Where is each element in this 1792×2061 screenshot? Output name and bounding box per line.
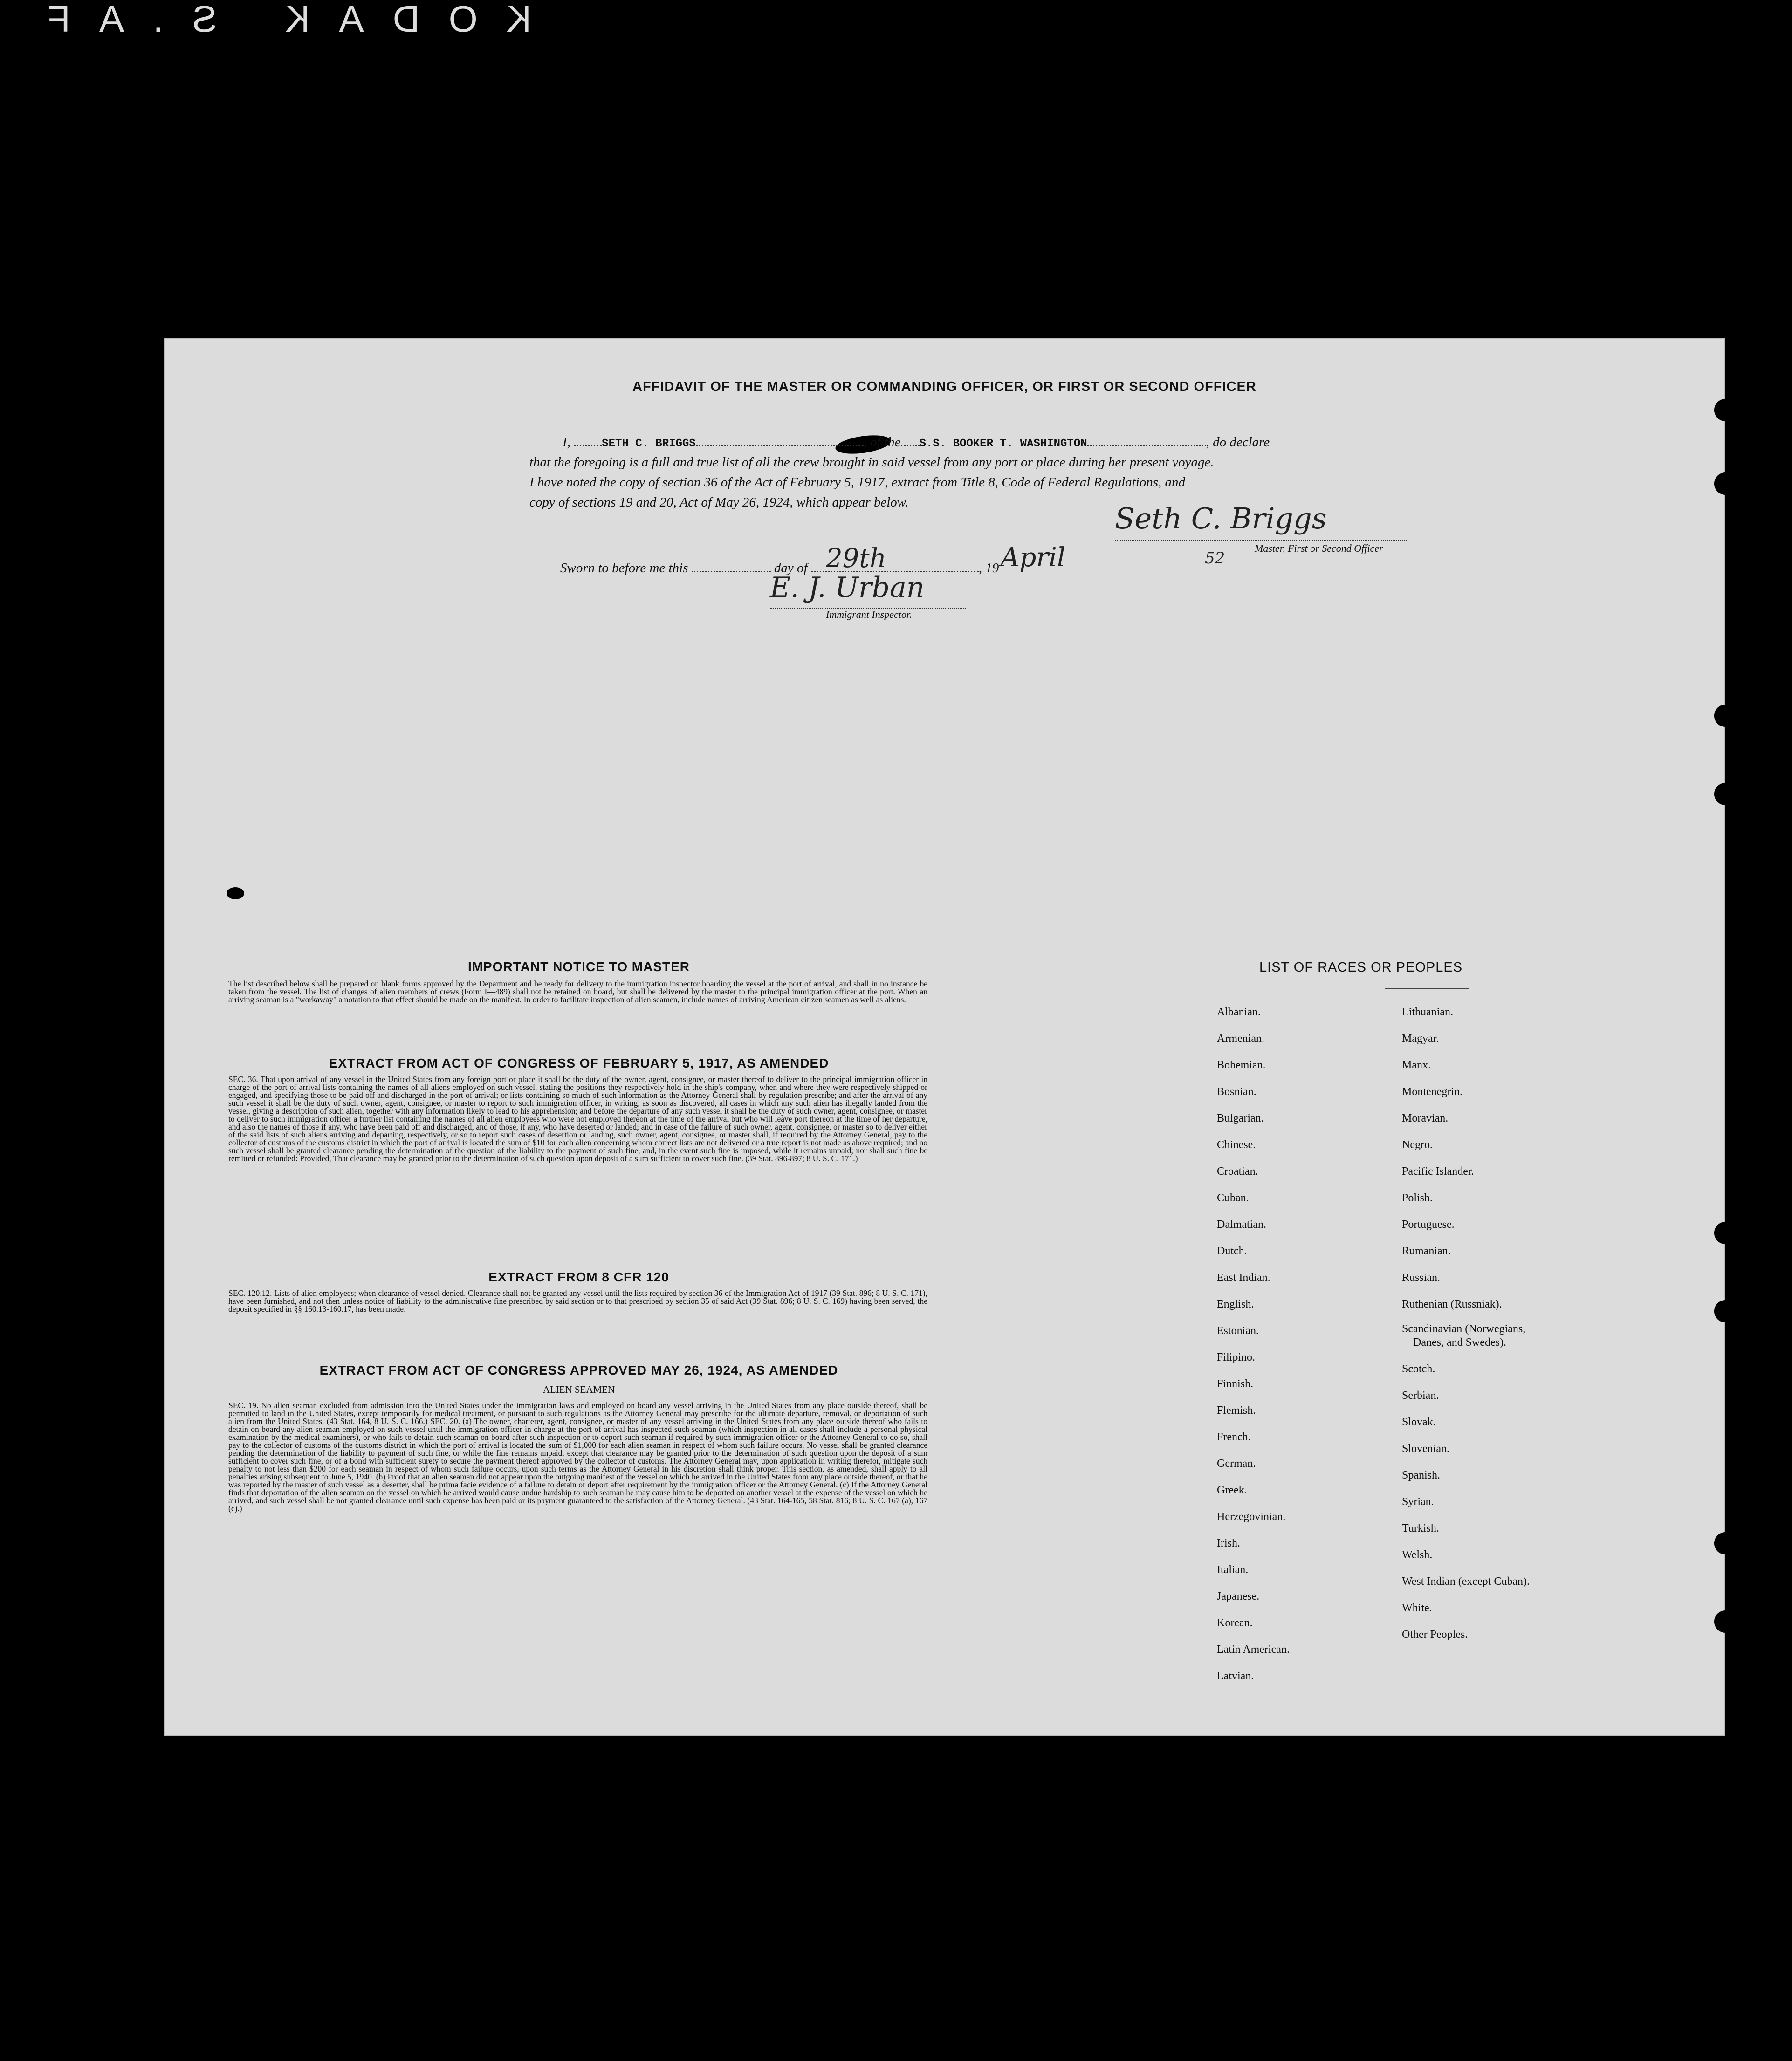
extract-1924-title: EXTRACT FROM ACT OF CONGRESS APPROVED MAY 26, 1924, AS AMENDED	[319, 1363, 838, 1377]
race-item: Turkish.	[1402, 1522, 1439, 1534]
document-sheet	[164, 338, 1725, 1736]
day-of-label: day of	[774, 561, 808, 575]
race-item: English.	[1217, 1298, 1254, 1310]
race-item: Korean.	[1217, 1617, 1253, 1629]
race-item: Danes, and Swedes).	[1413, 1336, 1506, 1349]
extract-1917-text: SEC. 36. That upon arrival of any vessel in the United States from any foreign port or place it shall be the duty of the owner, agent, consignee, or master thereof to deliver to the principal immigration officer in charge of the port of arrival lists containing the names of all aliens employed on such vessel, stating the positions they respectively hold in the ship's company, when and where they were respectively shipped or engaged, and specifying those to be paid off and discharged in the port of arrival; or lists containing so much of such information as the Attorney General shall by regulation prescribe; and after the arrival of any such vessel it shall be the duty of such owner, agent, consignee, or master to report to such immigration officer, in writing, as soon as discovered, all cases in which any such alien has illegally landed from the vessel, giving a description of such alien, together with any information likely to lead to his apprehension; and before the departure of any such vessel it shall be the duty of such owner, agent, consignee, or master to deliver to such immigration officer a further list containing the names of all alien employees who were not employed thereon at the time of the arrival but who will leave port thereon at the time of her departure, and also the names of those if any, who have been paid off and discharged, and of those, if any, who have deserted or landed; and in case of the failure of such owner, agent, consignee, or master so to deliver either of the said lists of such aliens arriving and departing, respectively, or so to report such cases of desertion or landing, such owner, agent, consignee, or master shall, if required by the Attorney General, pay to the collector of customs of the customs district in which the port of arrival is located the sum of $10 for each alien concerning whom correct lists are not delivered or a true report is not made as above required; and no such vessel shall be granted clearance pending the determination of the question of the liability to the payment of such fine, and, in the event such fine is imposed, while it remains unpaid; nor shall such fine be remitted or refunded: Provided, That clearance may be granted prior to the determination of such question upon deposit of a sum sufficient to cover such fine. (39 Stat. 896-897; 8 U. S. C. 171.)	[228, 1075, 927, 1163]
race-item: East Indian.	[1217, 1272, 1270, 1284]
race-item: White.	[1402, 1602, 1432, 1614]
punch-hole	[1714, 1610, 1737, 1633]
race-item: Bosnian.	[1217, 1086, 1256, 1098]
race-item: Negro.	[1402, 1139, 1433, 1151]
race-item: Spanish.	[1402, 1469, 1441, 1481]
race-item: Welsh.	[1402, 1549, 1433, 1561]
film-edge-marking: KODAK S.AF	[19, 0, 532, 40]
race-item: Scotch.	[1402, 1363, 1435, 1375]
race-item: Chinese.	[1217, 1139, 1256, 1151]
race-item: Italian.	[1217, 1564, 1249, 1576]
race-item: Magyar.	[1402, 1033, 1439, 1045]
race-item: Ruthenian (Russniak).	[1402, 1298, 1502, 1310]
declaration-line-3: I have noted the copy of section 36 of the Act of February 5, 1917, extract from Title 8, Code of Federal Regulations, and	[529, 475, 1186, 490]
race-item: Cuban.	[1217, 1192, 1249, 1204]
races-title: LIST OF RACES OR PEOPLES	[1259, 960, 1463, 975]
punch-hole	[1714, 1222, 1737, 1244]
affidavit-title: AFFIDAVIT OF THE MASTER OR COMMANDING OFFICER, OR FIRST OR SECOND OFFICER	[632, 379, 1256, 394]
declaration-line-1	[563, 432, 1270, 454]
punch-hole	[1714, 1532, 1737, 1554]
race-item: Montenegrin.	[1402, 1086, 1462, 1098]
declaration-line-2: that the foregoing is a full and true list of all the crew brought in said vessel from any port or place during her present voyage.	[529, 455, 1214, 470]
race-item: Russian.	[1402, 1272, 1441, 1284]
race-item: Scandinavian (Norwegians,	[1402, 1323, 1526, 1335]
notice-text: The list described below shall be prepared on blank forms approved by the Department and be ready for delivery to the immigration inspector boarding the vessel at the port of arrival, and shall in no instance be taken from the vessel. The list of changes of alien members of crews (Form I—489) shall not be retained on board, but shall be delivered by the master to the principal immigration officer at the port. When an arriving seaman is a "workaway" a notation to that effect should be made on the manifest. In order to facilitate inspection of alien seamen, include names of arriving American citizen seamen as well as aliens.	[228, 979, 927, 1004]
race-item: Greek.	[1217, 1484, 1247, 1496]
punch-hole	[1714, 1300, 1737, 1322]
race-item: Moravian.	[1402, 1112, 1449, 1124]
month-value: April	[1001, 542, 1065, 573]
race-item: Irish.	[1217, 1537, 1240, 1549]
extract-cfr-text: SEC. 120.12. Lists of alien employees; when clearance of vessel denied. Clearance shall not be granted any vessel until the lists required by section 36 of the Immigration Act of 1917 (39 Stat. 896; 8 U. S. C. 171), have been furnished, and not then unless notice of liability to the administrative fine prescribed by said section or to that prescribed by section 35 of said Act (39 Stat. 896; 8 U. S. C. 169) having been served, the deposit specified in §§ 160.13-160.17, has been made.	[228, 1288, 927, 1314]
race-item: Albanian.	[1217, 1006, 1261, 1018]
extract-cfr-title: EXTRACT FROM 8 CFR 120	[488, 1270, 669, 1284]
i-label: I,	[563, 435, 570, 450]
punch-hole	[1714, 472, 1737, 495]
master-signature: Seth C. Briggs	[1115, 501, 1327, 535]
year-value: 52	[1205, 549, 1225, 568]
race-item: Pacific Islander.	[1402, 1165, 1474, 1178]
race-item: Manx.	[1402, 1059, 1431, 1071]
race-item: Bohemian.	[1217, 1059, 1266, 1071]
race-item: Dutch.	[1217, 1245, 1247, 1257]
master-caption: Master, First or Second Officer	[1255, 542, 1383, 554]
race-item: Japanese.	[1217, 1590, 1260, 1602]
race-item: Filipino.	[1217, 1351, 1256, 1363]
punch-hole	[1714, 783, 1737, 805]
race-item: Estonian.	[1217, 1325, 1259, 1337]
race-item: Portuguese.	[1402, 1219, 1455, 1231]
race-item: Dalmatian.	[1217, 1219, 1266, 1231]
vessel-name: S.S. BOOKER T. WASHINGTON	[919, 438, 1087, 450]
do-declare-label: , do declare	[1206, 435, 1270, 450]
notice-title: IMPORTANT NOTICE TO MASTER	[467, 959, 690, 974]
race-item: Syrian.	[1402, 1496, 1434, 1508]
of-the-label: , of the	[863, 435, 901, 450]
extract-1924-text: SEC. 19. No alien seaman excluded from admission into the United States under the immigration laws and employed on board any vessel arriving in the United States from any place outside thereof, shall be permitted to land in the United States, except temporarily for medical treatment, or pursuant to such regulations as the Attorney General may prescribe for the ultimate departure, removal, or deportation of such alien from the United States. (43 Stat. 164, 8 U. S. C. 166.) SEC. 20. (a) The owner, charterer, agent, consignee, or master of any vessel arriving in the United States from any place outside thereof who fails to detain on board any alien seaman employed on such vessel until the immigration officer in charge at the port of arrival has inspected such seaman (which inspection in all cases shall include a personal physical examination by the medical examiners), or who fails to detain such seaman on board after such inspection or to deport such seaman if required by such immigration officer or the Attorney General to do so, shall pay to the collector of customs of the customs district in which the port of arrival is located the sum of $1,000 for each alien seaman in respect of whom such failure occurs. No vessel shall be granted clearance pending the determination of the liability to payment of such fine, or while the fine remains unpaid, except that clearance may be granted prior to the determination of such question upon the deposit of a sum sufficient to cover such fine, or of a bond with sufficient surety to secure the payment thereof approved by the collector of customs. The Attorney General may, upon application in writing therefor, mitigate such penalty to not less than $200 for each seaman in respect of whom such failure occurs, upon such terms as the Attorney General in his discretion shall think proper. This section, as amended, shall apply to all penalties arising subsequent to June 5, 1940. (b) Proof that an alien seaman did not appear upon the outgoing manifest of the vessel on which he arrived in the United States from any place outside thereof, or that he was reported by the master of such vessel as a deserter, shall be prima facie evidence of a failure to detain or deport after requirement by the immigration officer or the Attorney General. (c) If the Attorney General finds that deportation of the alien seaman on the vessel on which he arrived would cause undue hardship to such seaman he may cause him to be deported on another vessel at the expense of the vessel on which he arrived, and such vessel shall be not granted clearance until such expense has been paid or its payment guaranteed to the satisfaction of the Attorney General. (43 Stat. 164-165, 58 Stat. 816; 8 U. S. C. 167 (a), 167 (c).)	[228, 1401, 927, 1513]
race-item: Finnish.	[1217, 1378, 1254, 1390]
extract-1917-title: EXTRACT FROM ACT OF CONGRESS OF FEBRUARY 5, 1917, AS AMENDED	[329, 1056, 829, 1070]
race-item: Rumanian.	[1402, 1245, 1451, 1257]
inspector-signature: E. J. Urban	[770, 571, 925, 604]
sworn-label: Sworn to before me this	[560, 561, 688, 575]
ink-smudge	[227, 887, 244, 899]
punch-hole	[1714, 705, 1737, 727]
year-prefix: , 19	[978, 561, 999, 575]
race-item: Slovak.	[1402, 1416, 1436, 1428]
race-item: Slovenian.	[1402, 1443, 1449, 1455]
race-item: Croatian.	[1217, 1165, 1258, 1178]
race-item: German.	[1217, 1458, 1256, 1470]
race-item: Other Peoples.	[1402, 1629, 1468, 1641]
race-item: West Indian (except Cuban).	[1402, 1575, 1530, 1588]
declaration-line-4: copy of sections 19 and 20, Act of May 26, 1924, which appear below.	[529, 495, 909, 510]
race-item: Serbian.	[1402, 1390, 1439, 1402]
extract-1924-subtitle: ALIEN SEAMEN	[542, 1384, 615, 1395]
race-item: Polish.	[1402, 1192, 1433, 1204]
race-item: Bulgarian.	[1217, 1112, 1264, 1124]
race-item: Lithuanian.	[1402, 1006, 1453, 1018]
race-item: Latin American.	[1217, 1643, 1290, 1656]
master-name: SETH C. BRIGGS	[602, 438, 696, 450]
race-item: Armenian.	[1217, 1033, 1264, 1045]
day-value: 29th	[826, 543, 886, 574]
inspector-caption: Immigrant Inspector.	[826, 609, 912, 620]
race-item: Flemish.	[1217, 1404, 1256, 1417]
race-item: Latvian.	[1217, 1670, 1254, 1682]
race-item: French.	[1217, 1431, 1251, 1443]
race-item: Herzegovinian.	[1217, 1511, 1286, 1523]
punch-hole	[1714, 399, 1737, 421]
